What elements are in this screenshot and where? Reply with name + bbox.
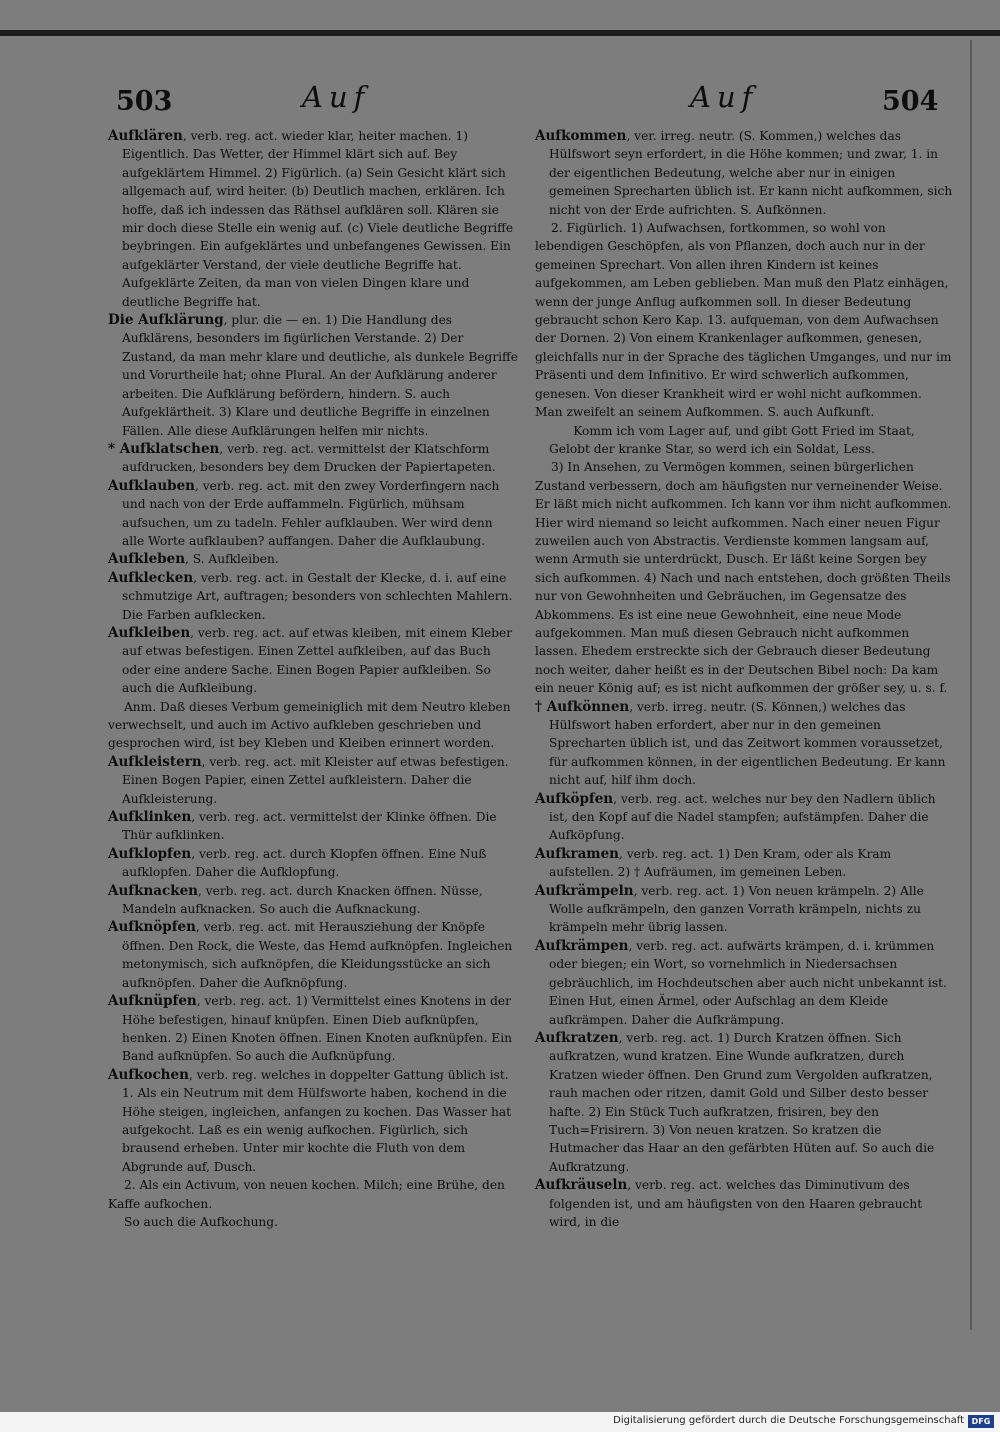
- entry-aufkoennen: [535, 698, 953, 790]
- entry-lemma: Aufköpfen: [535, 790, 614, 807]
- entry-text: , verb. reg. act. 1) Durch Kratzen öffnen. Sich aufkratzen, wund kratzen. Eine Wunde aufkratzen, durch Kratzen wieder öffnen. Den Grund zum Vergolden aufkratzen, rauh machen oder ritzen, damit Gold und Silber desto besser hafte. 2) Ein Stück Tuch aufkratzen, frisiren, bey den Tuch=Frisirern. 3) Von neuen kratzen. So kratzen die Hutmacher das Haar an den gefärbten Hüten auf. So auch die Aufkratzung.: [549, 1030, 935, 1174]
- entry-aufkraeuseln: [535, 1176, 953, 1231]
- entry-aufklatschen: [108, 440, 518, 477]
- entry-aufklopfen: [108, 845, 518, 882]
- entry-text: , verb. reg. act. wieder klar, heiter machen. 1) Eigentlich. Das Wetter, der Himmel klärt sich auf. Bey aufgeklärtem Himmel. 2) Figürlich. (a) Sein Gesicht klärt sich allgemach auf, wird heiter. (b) Deutlich machen, erklären. Ich hoffe, daß ich indessen das Räthsel aufklären soll. Klären sie mir doch diese Stelle ein wenig auf. (c) Viele deutliche Begriffe beybringen. Ein aufgeklärtes und unbefangenes Gewissen. Ein aufgeklärter Verstand, der viele deutliche Begriffe hat. Aufgeklärte Zeiten, da man von vielen Dingen klare und deutliche Begriffe hat.: [122, 129, 514, 309]
- page-edge-rule: [970, 40, 972, 1330]
- entry-lemma: * Aufklatschen: [108, 440, 220, 457]
- running-head-left: Auf: [302, 80, 371, 114]
- entry-lemma: Aufkrämpeln: [535, 882, 634, 899]
- running-head-right: Auf: [690, 80, 759, 114]
- verse-line: Gelobt der kranke Star, so werd ich ein Soldat, Less.: [549, 441, 875, 456]
- entry-text: , ver. irreg. neutr. (S. Kommen,) welches das Hülfswort seyn erfordert, in die Höhe kommen; und zwar, 1. in der eigentlichen Bedeutung, welche aber nur in einigen gemeinen Sprecharten üblich ist. Er kann nicht aufkommen, sich nicht von der Erde aufrichten. S. Aufkönnen.: [549, 129, 953, 217]
- top-rule: [0, 30, 1000, 36]
- entry-aufkratzen: [535, 1029, 953, 1176]
- entry-aufkleiben: [108, 624, 518, 698]
- entry-text: , verb. reg. act. mit Herausziehung der Knöpfe öffnen. Den Rock, die Weste, das Hemd aufknöpfen. Ingleichen metonymisch, sich aufknöpfen, die Kleidungsstücke an sich aufknöpfen. Daher die Aufknöpfung.: [122, 920, 513, 990]
- entry-lemma: Aufknüpfen: [108, 993, 197, 1010]
- entry-lemma: Aufklecken: [108, 569, 194, 586]
- entry-text: , verb. reg. act. aufwärts krämpen, d. i. krümmen oder biegen; ein Wort, so vornehmlich in Niedersachsen gebräuchlich, im Hochdeutschen aber auch nicht unbekannt ist. Einen Hut, einen Ärmel, oder Aufschlag an dem Kleide aufkrämpen. Daher die Aufkrämpung.: [549, 938, 947, 1027]
- entry-lemma: Aufkratzen: [535, 1029, 619, 1046]
- left-column: [108, 127, 518, 1231]
- footer-bar: [0, 1412, 1000, 1432]
- page-number-right: 504: [882, 86, 939, 117]
- entry-lemma: Aufkommen: [535, 128, 627, 144]
- entry-text: , verb. reg. welches in doppelter Gattung üblich ist. 1. Als ein Neutrum mit dem Hülfsworte haben, kochend in die Höhe steigen, ingleichen, anfangen zu kochen. Das Wasser hat aufgekocht. Laß es ein wenig aufkochen. Figürlich, sich brausend erheben. Unter mir kochte die Fluth von dem Abgrunde auf, Dusch.: [122, 1067, 511, 1174]
- entry-lemma: Die Aufklärung: [108, 312, 224, 329]
- entry-aufkraempen: [535, 937, 953, 1029]
- entry-aufkleben: [108, 550, 518, 568]
- entry-lemma: Aufklauben: [108, 477, 195, 494]
- entry-lemma: Aufkochen: [108, 1066, 189, 1083]
- entry-aufkleistern: [108, 753, 518, 808]
- page-number-left: 503: [116, 86, 173, 117]
- entry-paragraph: 2. Als ein Activum, von neuen kochen. Milch; eine Brühe, den Kaffe aufkochen.: [108, 1178, 505, 1211]
- entry-text: , verb. reg. act. vermittelst der Klatschform aufdrucken, besonders bey dem Drucken der Papiertapeten.: [122, 441, 496, 475]
- entry-lemma: Aufklopfen: [108, 845, 192, 862]
- entry-text: , verb. reg. act. mit Kleister auf etwas befestigen. Einen Bogen Papier, einen Zettel aufkleistern. Daher die Aufkleisterung.: [122, 754, 509, 806]
- entry-aufknoepfen: [108, 918, 518, 992]
- entry-paragraph: 2. Figürlich. 1) Aufwachsen, fortkommen, so wohl von lebendigen Geschöpfen, als von Pflanzen, doch auch nur in der gemeinen Sprechart. Von allen ihren Kindern ist keines aufgekommen, am Leben geblieben. Man muß den Platz einhägen, wenn der junge Anflug aufkommen soll. In dieser Bedeutung gebraucht schon Kero Kap. 13. aufqueman, von dem Aufwachsen der Dornen. 2) Von einem Krankenlager aufkommen, genesen, gleichfalls nur in der Sprache des täglichen Umganges, und nur im Präsenti und dem Infinitivo. Er wird schwerlich aufkommen, genesen. Von dieser Krankheit wird er wohl nicht aufkommen. Man zweifelt an seinem Aufkommen. S. auch Aufkunft.: [535, 221, 952, 420]
- dfg-logo: DFG: [968, 1415, 994, 1428]
- entry-paragraph: So auch die Aufkochung.: [124, 1214, 278, 1229]
- funding-notice: Digitalisierung gefördert durch die Deutsche Forschungsgemeinschaft: [613, 1415, 964, 1426]
- entry-text: , verb. reg. act. vermittelst der Klinke öffnen. Die Thür aufklinken.: [122, 810, 497, 843]
- entry-aufklauben: [108, 477, 518, 551]
- verse-line: Komm ich vom Lager auf, und gibt Gott Fried im Staat,: [573, 423, 915, 438]
- entry-lemma: Aufklären: [108, 128, 183, 144]
- entry-aufkommen: [535, 127, 953, 219]
- entry-lemma: † Aufkönnen: [535, 698, 630, 715]
- entry-lemma: Aufknöpfen: [108, 919, 196, 936]
- entry-lemma: Aufkleiben: [108, 624, 191, 641]
- entry-text: , verb. reg. act. durch Knacken öffnen. Nüsse, Mandeln aufknacken. So auch die Aufknackung.: [122, 883, 483, 917]
- entry-text: , verb. reg. act. welches nur bey den Nadlern üblich ist, den Kopf auf die Nadel stampfen; aufstämpfen. Daher die Aufköpfung.: [549, 791, 936, 843]
- entry-aufkoepfen: [535, 790, 953, 845]
- entry-aufkraempeln: [535, 882, 953, 937]
- entry-lemma: Aufkrämpen: [535, 937, 629, 954]
- entry-aufkramen: [535, 845, 953, 882]
- entry-aufklaerung: [108, 311, 518, 440]
- entry-text: , verb. reg. act. 1) Von neuen krämpeln. 2) Alle Wolle aufkrämpeln, den ganzen Vorrath krämpeln, nichts zu krämpeln mehr übrig lassen.: [549, 883, 924, 935]
- entry-lemma: Aufkleben: [108, 551, 186, 568]
- entry-text: , verb. reg. act. durch Klopfen öffnen. Eine Nuß aufklopfen. Daher die Aufklopfung.: [122, 846, 487, 880]
- entry-lemma: Aufklinken: [108, 809, 192, 826]
- entry-text: , verb. reg. act. in Gestalt der Klecke, d. i. auf eine schmutzige Art, auftragen; besonders von schlechten Mahlern. Die Farben aufklecken.: [122, 570, 513, 622]
- entry-aufklaeren: [108, 127, 518, 311]
- entry-text: , verb. irreg. neutr. (S. Können,) welches das Hülfswort haben erfordert, aber nur in den gemeinen Sprecharten üblich ist, und das Zeitwort kommen voraussetzet, für aufkommen können, in der eigentlichen Bedeutung. Er kann nicht auf, hilf ihm doch.: [549, 699, 946, 788]
- entry-lemma: Aufkräuseln: [535, 1177, 628, 1194]
- entry-aufknacken: [108, 882, 518, 919]
- entry-lemma: Aufknacken: [108, 882, 198, 899]
- entry-text: , verb. reg. act. 1) Den Kram, oder als Kram aufstellen. 2) † Aufräumen, im gemeinen Leben.: [549, 846, 892, 880]
- entry-text: , verb. reg. act. mit den zwey Vorderfingern nach und nach von der Erde auffammeln. Figürlich, mühsam aufsuchen, um zu tadeln. Fehler aufklauben. Wer wird denn alle Worte aufklauben? auffangen. Daher die Aufklaubung.: [122, 478, 500, 548]
- entry-lemma: Aufkleistern: [108, 753, 202, 770]
- entry-aufklecken: [108, 569, 518, 624]
- entry-text: , plur. die — en. 1) Die Handlung des Aufklärens, besonders im figürlichen Verstande. 2) Der Zustand, da man mehr klare und deutliche, als dunkele Begriffe und Vorurtheile hat; ohne Plural. An der Aufklärung anderer arbeiten. Die Aufklärung befördern, hindern. S. auch Aufgeklärtheit. 3) Klare und deutliche Begriffe in einzelnen Fällen. Alle diese Aufklärungen helfen mir nichts.: [122, 313, 518, 438]
- entry-paragraph: 3) In Ansehen, zu Vermögen kommen, seinen bürgerlichen Zustand verbessern, doch am häufigsten nur verneinender Weise. Er läßt mich nicht aufkommen. Ich kann vor ihm nicht aufkommen. Hier wird niemand so leicht aufkommen. Nach einer neuen Figur zuweilen auch von Abstractis. Verdienste kommen langsam auf, wenn Armuth sie unterdrückt, Dusch. Er läßt keine Sorgen bey sich aufkommen. 4) Nach und nach entstehen, doch größten Theils nur von Gewohnheiten und Gebräuchen, im Gegensatze des Abkommens. Es ist eine neue Gewohnheit, eine neue Mode aufgekommen. Man muß diesen Gebrauch nicht aufkommen lassen. Ehedem erstreckte sich der Gebrauch dieser Bedeutung noch weiter, daher heißt es in der Deutschen Bibel noch: Da kam ein neuer König auf; es ist nicht aufkommen der größer sey, u. s. f.: [535, 460, 952, 696]
- entry-aufknuepfen: [108, 992, 518, 1066]
- entry-text: , verb. reg. act. welches das Diminutivum des folgenden ist, und am häufigsten von den Haaren gebraucht wird, in die: [549, 1178, 923, 1229]
- entry-text: , verb. reg. act. auf etwas kleiben, mit einem Kleber auf etwas befestigen. Einen Zettel aufkleiben, auf das Buch oder eine andere Sache. Einen Bogen Papier aufkleiben. So auch die Aufkleibung.: [122, 625, 513, 696]
- right-column: [535, 127, 953, 1231]
- entry-text: , verb. reg. act. 1) Vermittelst eines Knotens in der Höhe befestigen, hinauf knüpfen. Einen Dieb aufknüpfen, henken. 2) Einen Knoten öffnen. Einen Knoten aufknüpfen. Ein Band aufknüpfen. So auch die Aufknüpfung.: [122, 994, 513, 1064]
- entry-note: Anm. Daß dieses Verbum gemeiniglich mit dem Neutro kleben verwechselt, und auch im Activo aufkleben geschrieben und gesprochen wird, ist bey Kleben und Kleiben erinnert worden.: [108, 699, 511, 751]
- entry-text: , S. Aufkleiben.: [185, 552, 279, 567]
- entry-aufkochen: [108, 1066, 518, 1176]
- entry-lemma: Aufkramen: [535, 845, 619, 862]
- entry-aufklinken: [108, 808, 518, 845]
